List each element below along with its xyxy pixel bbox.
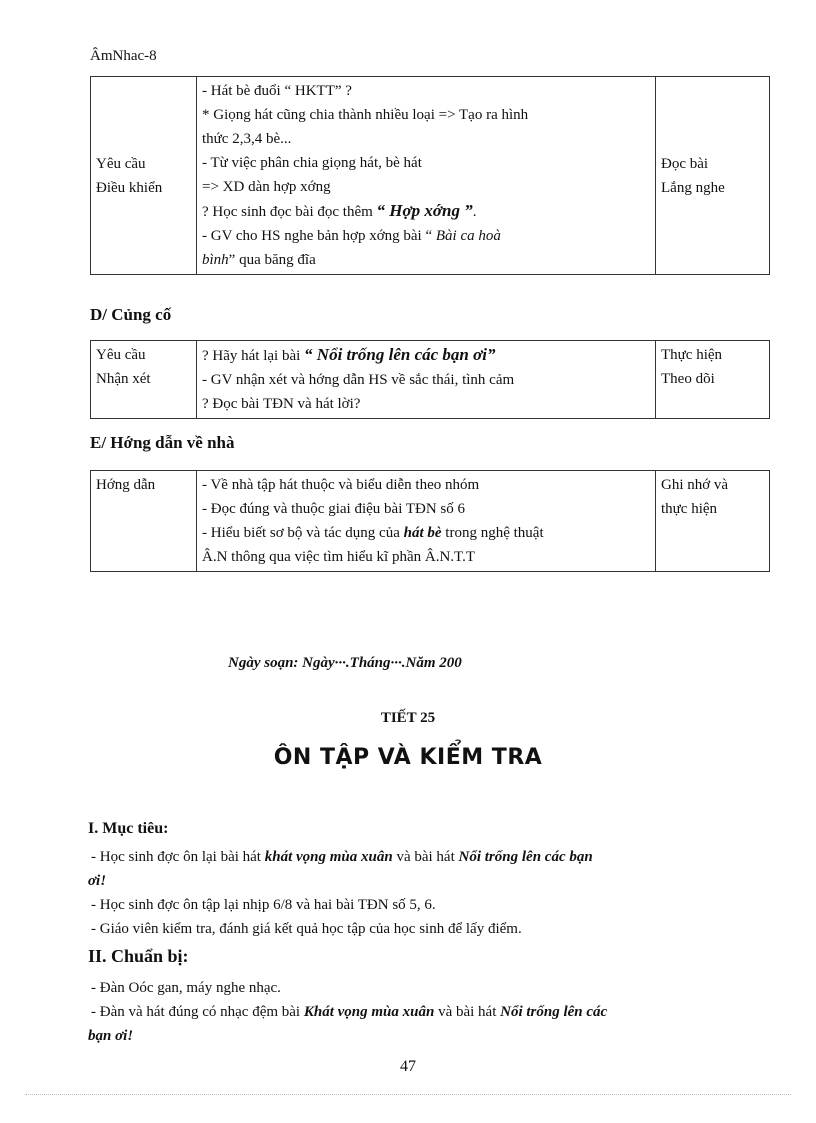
content-line: Â.N thông qua việc tìm hiểu kĩ phần Â.N.T.T xyxy=(202,549,476,565)
section-e-heading: E/ Hớng dẫn về nhà xyxy=(90,433,235,452)
song-title: Nổi trống lên các xyxy=(500,1004,608,1020)
content-line: - GV nhận xét và hớng dẫn HS về sắc thái, tình cảm xyxy=(202,372,515,388)
student-line: Lắng nghe xyxy=(661,179,725,196)
table-cell-student xyxy=(656,471,770,572)
objectives-paragraph xyxy=(88,845,784,941)
running-header: ÂmNhac-8 xyxy=(90,48,157,64)
activity-table-1 xyxy=(90,76,770,275)
text-run: ” qua băng đĩa xyxy=(228,252,316,268)
objective-item-continued xyxy=(88,869,784,893)
preparation-item xyxy=(88,1000,784,1024)
table-row xyxy=(91,77,770,275)
role-line: Điều khiển xyxy=(96,179,163,196)
page-number: 47 xyxy=(400,1058,416,1075)
lesson-title: ÔN TẬP VÀ KIỂM TRA xyxy=(273,745,543,770)
song-title: bình xyxy=(202,252,229,268)
objective-item: - Giáo viên kiểm tra, đánh giá kết quả học tập của học sinh để lấy điểm. xyxy=(91,921,522,937)
text-run: - Đàn và hát đúng có nhạc đệm bài xyxy=(91,1004,301,1020)
song-title: “ Nổi trống lên các bạn ơi” xyxy=(304,345,496,364)
reading-title: “ Hợp xớng ” xyxy=(376,201,473,220)
table-cell-role xyxy=(91,471,197,572)
role-line: Yêu cầu xyxy=(96,347,146,363)
text-run: trong nghệ thuật xyxy=(445,525,544,541)
text-run: - Hiểu biết sơ bộ và tác dụng của xyxy=(202,525,400,541)
table-cell-student xyxy=(656,341,770,419)
content-line xyxy=(202,343,650,368)
song-title: Nổi trống lên các bạn xyxy=(458,849,593,865)
student-line: Thực hiện xyxy=(661,347,723,363)
role-line: Nhận xét xyxy=(96,371,151,387)
text-run: và bài hát xyxy=(438,1004,497,1020)
role-line: Hớng dẫn xyxy=(96,477,156,493)
student-line: Đọc bài xyxy=(661,155,709,172)
content-line: ? Đọc bài TĐN và hát lời? xyxy=(202,396,361,412)
content-line: => XD dàn hợp xớng xyxy=(202,179,331,195)
table-row xyxy=(91,471,770,572)
text-run: ? Hãy hát lại bài xyxy=(202,348,301,364)
table-cell-role xyxy=(91,77,197,275)
table-cell-content xyxy=(197,341,656,419)
text-run: và bài hát xyxy=(396,849,455,865)
content-line xyxy=(202,248,650,272)
preparation-item: - Đàn Oóc gan, máy nghe nhạc. xyxy=(91,980,281,996)
preparation-item-continued xyxy=(88,1024,784,1048)
content-line: * Giọng hát cũng chia thành nhiều loại => Tạo ra hình xyxy=(202,107,529,123)
student-line: Ghi nhớ và xyxy=(661,477,729,493)
song-title: khát vọng mùa xuân xyxy=(264,849,393,865)
content-line xyxy=(202,224,650,248)
section-objectives-heading: I. Mục tiêu: xyxy=(88,820,169,837)
section-d-heading: D/ Củng cố xyxy=(90,305,172,324)
section-preparation-heading: II. Chuẩn bị: xyxy=(88,946,189,966)
content-line: thức 2,3,4 bè... xyxy=(202,131,292,147)
student-line: Theo dõi xyxy=(661,371,715,387)
content-line: - Đọc đúng và thuộc giai điệu bài TĐN số 6 xyxy=(202,501,466,517)
table-cell-content xyxy=(197,471,656,572)
activity-table-2 xyxy=(90,340,770,419)
student-line: thực hiện xyxy=(661,501,718,517)
content-line xyxy=(202,199,650,224)
table-row xyxy=(91,341,770,419)
footer-divider xyxy=(25,1094,791,1095)
song-title: Bài ca hoà xyxy=(435,228,501,244)
preparation-date: Ngày soạn: Ngày···.Tháng···.Năm 200 xyxy=(228,655,462,671)
content-line: - Hát bè đuổi “ HKTT” ? xyxy=(202,83,352,99)
role-line: Yêu cầu xyxy=(96,155,146,172)
table-cell-content xyxy=(197,77,656,275)
activity-table-3 xyxy=(90,470,770,572)
content-line: - Về nhà tập hát thuộc và biểu diễn theo nhóm xyxy=(202,477,480,493)
text-run: ? Học sinh đọc bài đọc thêm xyxy=(202,204,373,220)
table-cell-role xyxy=(91,341,197,419)
content-line xyxy=(202,521,650,545)
song-title: ơi! xyxy=(88,873,107,889)
text-run: - Học sinh đợc ôn lại bài hát xyxy=(91,849,261,865)
text-run: . xyxy=(472,204,477,220)
content-line: - Từ việc phân chia giọng hát, bè hát xyxy=(202,155,422,171)
emphasis-term: hát bè xyxy=(403,525,442,541)
text-run: - GV cho HS nghe bản hợp xớng bài “ xyxy=(202,228,433,244)
song-title: Khát vọng mùa xuân xyxy=(303,1004,435,1020)
preparation-paragraph xyxy=(88,976,784,1048)
objective-item xyxy=(88,845,784,869)
objective-item: - Học sinh đợc ôn tập lại nhịp 6/8 và hai bài TĐN số 5, 6. xyxy=(91,897,436,913)
lesson-number: TIẾT 25 xyxy=(380,710,436,726)
table-cell-student xyxy=(656,77,770,275)
song-title: bạn ơi! xyxy=(88,1028,134,1044)
